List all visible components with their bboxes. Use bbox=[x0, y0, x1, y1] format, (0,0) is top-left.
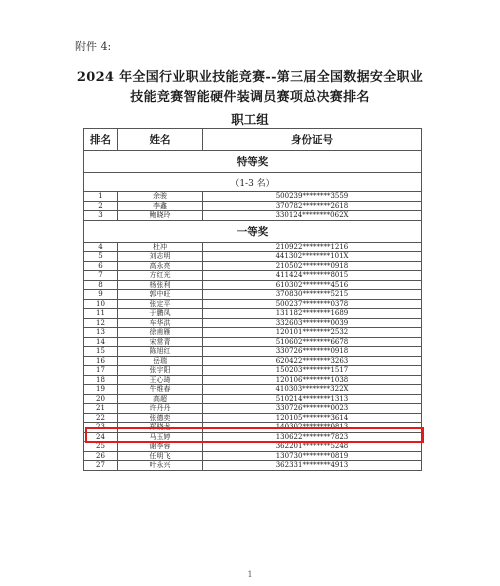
table-row bbox=[84, 211, 422, 221]
rank-cell: 27 bbox=[84, 461, 118, 471]
name-cell: 杨张利 bbox=[118, 280, 203, 290]
name-cell: 张德奕 bbox=[118, 413, 203, 423]
table-row bbox=[84, 328, 422, 338]
name-cell: 杜冲 bbox=[118, 242, 203, 252]
table-row bbox=[84, 201, 422, 211]
page-number: 1 bbox=[247, 570, 253, 579]
id-cell: 610302********4516 bbox=[203, 280, 422, 290]
rank-cell: 10 bbox=[84, 299, 118, 309]
table-row bbox=[84, 318, 422, 328]
section-range-row bbox=[84, 173, 422, 192]
rank-cell: 13 bbox=[84, 328, 118, 338]
table-row bbox=[84, 271, 422, 281]
id-cell: 362331********4913 bbox=[203, 461, 422, 471]
rank-cell: 16 bbox=[84, 356, 118, 366]
name-cell: 牛维春 bbox=[118, 385, 203, 395]
special-prize-label: 特等奖 bbox=[84, 151, 422, 173]
id-cell: 370830********5215 bbox=[203, 290, 422, 300]
name-cell: 郭中旺 bbox=[118, 290, 203, 300]
rank-cell: 21 bbox=[84, 404, 118, 414]
page-title-line2: 技能竞赛智能硬件装调员赛项总决赛排名 bbox=[130, 90, 370, 105]
table-header-row bbox=[84, 129, 422, 151]
rank-cell: 4 bbox=[84, 242, 118, 252]
special-range-label: （1-3 名） bbox=[84, 173, 422, 192]
rank-cell: 23 bbox=[84, 423, 118, 433]
section-row-special bbox=[84, 151, 422, 173]
name-cell: 张定平 bbox=[118, 299, 203, 309]
section-row-first bbox=[84, 220, 422, 242]
table-row bbox=[84, 375, 422, 385]
table-row bbox=[84, 461, 422, 471]
name-cell: 岳瑞 bbox=[118, 356, 203, 366]
table-row bbox=[84, 290, 422, 300]
name-cell: 高永亮 bbox=[118, 261, 203, 271]
rank-cell: 24 bbox=[84, 432, 118, 442]
id-cell: 131182********1689 bbox=[203, 309, 422, 319]
id-cell: 210502********0918 bbox=[203, 261, 422, 271]
id-cell: 370782********2618 bbox=[203, 201, 422, 211]
id-cell: 120106********1038 bbox=[203, 375, 422, 385]
rank-cell: 12 bbox=[84, 318, 118, 328]
name-cell: 于鹏凤 bbox=[118, 309, 203, 319]
rank-cell: 17 bbox=[84, 366, 118, 376]
name-cell: 鲍晓玲 bbox=[118, 211, 203, 221]
table-row bbox=[84, 299, 422, 309]
name-cell: 马玉婷 bbox=[118, 432, 203, 442]
table-row bbox=[84, 261, 422, 271]
name-cell: 王心琦 bbox=[118, 375, 203, 385]
table-row bbox=[84, 356, 422, 366]
rank-cell: 5 bbox=[84, 252, 118, 262]
ranking-table bbox=[83, 128, 422, 471]
id-cell: 150203********1517 bbox=[203, 366, 422, 376]
name-cell: 叶永兴 bbox=[118, 461, 203, 471]
name-cell: 刘志明 bbox=[118, 252, 203, 262]
rank-cell: 22 bbox=[84, 413, 118, 423]
rank-cell: 3 bbox=[84, 211, 118, 221]
rank-cell: 6 bbox=[84, 261, 118, 271]
highlight-box bbox=[85, 427, 424, 443]
table-row bbox=[84, 252, 422, 262]
rank-cell: 18 bbox=[84, 375, 118, 385]
header-id: 身份证号 bbox=[203, 129, 422, 151]
rank-cell: 7 bbox=[84, 271, 118, 281]
id-cell: 410303********322X bbox=[203, 385, 422, 395]
id-cell: 411424********8015 bbox=[203, 271, 422, 281]
rank-cell: 19 bbox=[84, 385, 118, 395]
id-cell: 441302********101X bbox=[203, 252, 422, 262]
name-cell: 郑晓龙 bbox=[118, 423, 203, 433]
id-cell: 500239********3559 bbox=[203, 192, 422, 202]
table-row bbox=[84, 385, 422, 395]
rank-cell: 11 bbox=[84, 309, 118, 319]
table-row bbox=[84, 347, 422, 357]
id-cell: 500237********0378 bbox=[203, 299, 422, 309]
id-cell: 620422********3263 bbox=[203, 356, 422, 366]
rank-cell: 15 bbox=[84, 347, 118, 357]
header-name: 姓名 bbox=[118, 129, 203, 151]
rank-cell: 1 bbox=[84, 192, 118, 202]
group-title: 职工组 bbox=[231, 112, 269, 127]
rank-cell: 9 bbox=[84, 290, 118, 300]
id-cell: 332603********0039 bbox=[203, 318, 422, 328]
table-row bbox=[84, 451, 422, 461]
id-cell: 130730********0819 bbox=[203, 451, 422, 461]
table-row bbox=[84, 413, 422, 423]
name-cell: 徐甫雁 bbox=[118, 328, 203, 338]
page-title-line1: 2024 年全国行业职业技能竞赛--第三届全国数据安全职业 bbox=[76, 70, 424, 85]
id-cell: 120101********2532 bbox=[203, 328, 422, 338]
header-rank: 排名 bbox=[84, 129, 118, 151]
id-cell: 330726********0023 bbox=[203, 404, 422, 414]
id-cell: 330124********062X bbox=[203, 211, 422, 221]
id-cell: 130622********7823 bbox=[203, 432, 422, 442]
rank-cell: 26 bbox=[84, 451, 118, 461]
id-cell: 120105********3614 bbox=[203, 413, 422, 423]
table-row bbox=[84, 337, 422, 347]
name-cell: 许丹丹 bbox=[118, 404, 203, 414]
rank-cell: 2 bbox=[84, 201, 118, 211]
id-cell: 140302********0813 bbox=[203, 423, 422, 433]
name-cell: 任明飞 bbox=[118, 451, 203, 461]
name-cell: 谢李蓉 bbox=[118, 442, 203, 452]
table-row bbox=[84, 309, 422, 319]
name-cell: 李鑫 bbox=[118, 201, 203, 211]
id-cell: 510214********1313 bbox=[203, 394, 422, 404]
rank-cell: 8 bbox=[84, 280, 118, 290]
rank-cell: 14 bbox=[84, 337, 118, 347]
name-cell: 车华洪 bbox=[118, 318, 203, 328]
name-cell: 余骏 bbox=[118, 192, 203, 202]
name-cell: 方红光 bbox=[118, 271, 203, 281]
table-row bbox=[84, 366, 422, 376]
id-cell: 330726********0918 bbox=[203, 347, 422, 357]
attachment-label: 附件 4: bbox=[75, 40, 112, 53]
table-body bbox=[84, 151, 422, 471]
table-row bbox=[84, 242, 422, 252]
rank-cell: 20 bbox=[84, 394, 118, 404]
rank-cell: 25 bbox=[84, 442, 118, 452]
name-cell: 张宇阳 bbox=[118, 366, 203, 376]
id-cell: 362201********5248 bbox=[203, 442, 422, 452]
name-cell: 宋常青 bbox=[118, 337, 203, 347]
first-prize-label: 一等奖 bbox=[84, 220, 422, 242]
name-cell: 高超 bbox=[118, 394, 203, 404]
table-row bbox=[84, 192, 422, 202]
name-cell: 陈旭红 bbox=[118, 347, 203, 357]
id-cell: 210922********1216 bbox=[203, 242, 422, 252]
table-row bbox=[84, 280, 422, 290]
id-cell: 510602********6678 bbox=[203, 337, 422, 347]
table-row bbox=[84, 394, 422, 404]
table-row bbox=[84, 404, 422, 414]
